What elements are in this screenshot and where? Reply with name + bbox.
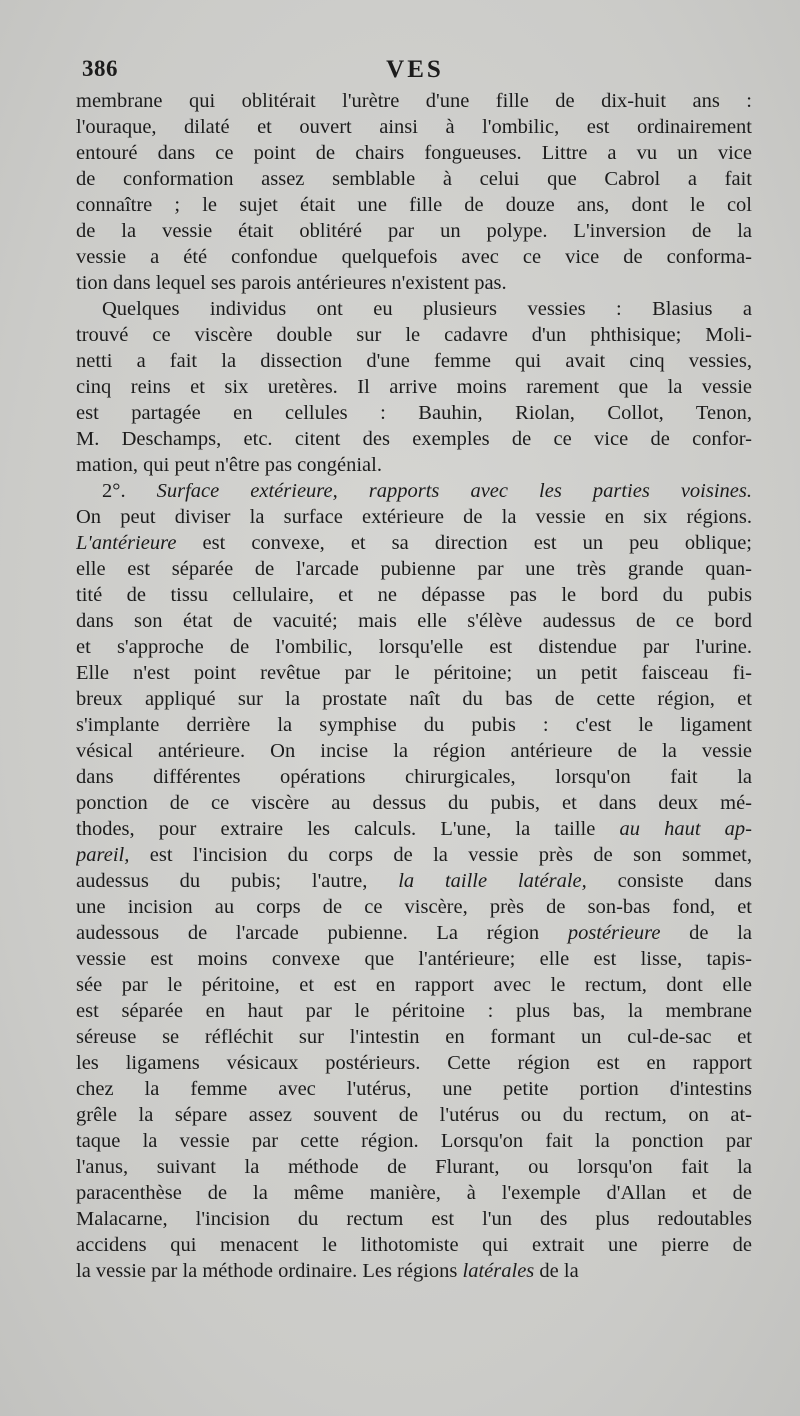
text-segment: vessie est moins convexe que l'antérieure; elle est lisse, tapis-	[76, 948, 752, 970]
text-line	[76, 738, 752, 764]
text-segment: tion dans lequel ses parois antérieures n'existent pas.	[76, 272, 507, 294]
text-line	[76, 634, 752, 660]
text-line	[76, 946, 752, 972]
text-segment: Malacarne, l'incision du rectum est l'un des plus redoutables	[76, 1208, 752, 1230]
text-line	[76, 582, 752, 608]
text-segment: breux appliqué sur la prostate naît du bas de cette région, et	[76, 688, 752, 710]
text-line	[76, 790, 752, 816]
text-segment: est convexe, et sa direction est un peu oblique;	[176, 532, 752, 554]
text-segment: mation, qui peut n'être pas congénial.	[76, 454, 382, 476]
text-segment: grêle la sépare assez souvent de l'utérus ou du rectum, on at-	[76, 1104, 752, 1126]
text-segment: thodes, pour extraire les calculs. L'une, la taille	[76, 818, 620, 840]
text-segment: audessus du pubis; l'autre,	[76, 870, 399, 892]
text-segment: trouvé ce viscère double sur le cadavre d'un phthisique; Moli-	[76, 324, 752, 346]
text-line	[76, 322, 752, 348]
text-line	[76, 816, 752, 842]
text-segment: de la	[534, 1260, 579, 1282]
italic-text-segment: L'antérieure	[76, 532, 177, 554]
text-line	[76, 1154, 752, 1180]
text-line	[76, 1050, 752, 1076]
text-segment: Elle n'est point revêtue par le péritoine; un petit faisceau fi-	[76, 662, 752, 684]
text-segment: est séparée en haut par le péritoine : plus bas, la membrane	[76, 1000, 752, 1022]
text-segment: est partagée en cellules : Bauhin, Riolan, Collot, Tenon,	[76, 402, 752, 424]
text-line	[76, 1102, 752, 1128]
text-segment: de la	[660, 922, 752, 944]
text-line	[76, 920, 752, 946]
text-line	[76, 1206, 752, 1232]
text-segment: de la vessie était oblitéré par un polype. L'inversion de la	[76, 220, 752, 242]
text-segment: une incision au corps de ce viscère, près de son-bas fond, et	[76, 896, 752, 918]
text-line	[76, 426, 752, 452]
text-line	[76, 192, 752, 218]
page-number: 386	[82, 56, 118, 81]
text-segment: dans différentes opérations chirurgicales, lorsqu'on fait la	[76, 766, 752, 788]
text-line	[76, 712, 752, 738]
text-line	[76, 348, 752, 374]
text-line	[76, 764, 752, 790]
text-line	[76, 504, 752, 530]
text-line	[76, 842, 752, 868]
text-line	[76, 1180, 752, 1206]
text-line	[76, 140, 752, 166]
text-segment: 2°.	[102, 480, 157, 502]
text-segment: vésical antérieure. On incise la région antérieure de la vessie	[76, 740, 752, 762]
body-text	[76, 88, 752, 1284]
text-segment: les ligamens vésicaux postérieurs. Cette région est en rapport	[76, 1052, 752, 1074]
text-segment: de conformation assez semblable à celui que Cabrol a fait	[76, 168, 752, 190]
text-segment: séreuse se réfléchit sur l'intestin en formant un cul-de-sac et	[76, 1026, 752, 1048]
text-segment: chez la femme avec l'utérus, une petite portion d'intestins	[76, 1078, 752, 1100]
italic-text-segment: latérales	[462, 1260, 535, 1282]
text-line	[76, 374, 752, 400]
text-segment: dans son état de vacuité; mais elle s'élève audessus de ce bord	[76, 610, 752, 632]
text-line	[76, 868, 752, 894]
text-line	[76, 270, 752, 296]
running-title: VES	[386, 56, 444, 83]
text-segment: la vessie par la méthode ordinaire. Les régions	[76, 1260, 463, 1282]
text-segment: vessie a été confondue quelquefois avec ce vice de conforma-	[76, 246, 752, 268]
running-head	[82, 56, 748, 86]
text-line	[76, 1024, 752, 1050]
text-line	[76, 218, 752, 244]
text-line	[76, 556, 752, 582]
text-segment: netti a fait la dissection d'une femme qui avait cinq vessies,	[76, 350, 752, 372]
text-line	[76, 452, 752, 478]
text-segment: entouré dans ce point de chairs fongueuses. Littre a vu un vice	[76, 142, 752, 164]
italic-text-segment: Surface extérieure, rapports avec les parties voisines.	[156, 480, 752, 502]
text-line	[76, 114, 752, 140]
italic-text-segment: postérieure	[567, 922, 661, 944]
text-line	[76, 1232, 752, 1258]
italic-text-segment: au haut ap-	[619, 818, 752, 840]
text-line	[76, 972, 752, 998]
text-segment: audessous de l'arcade pubienne. La région	[76, 922, 568, 944]
text-segment: accidens qui menacent le lithotomiste qui extrait une pierre de	[76, 1234, 752, 1256]
text-segment: s'implante derrière la symphise du pubis : c'est le ligament	[76, 714, 752, 736]
text-segment: l'ouraque, dilaté et ouvert ainsi à l'ombilic, est ordinairement	[76, 116, 752, 138]
text-line	[76, 608, 752, 634]
text-line	[76, 478, 752, 504]
text-line	[76, 1076, 752, 1102]
text-segment: consiste dans	[586, 870, 752, 892]
text-segment: connaître ; le sujet était une fille de douze ans, dont le col	[76, 194, 752, 216]
text-line	[76, 296, 752, 322]
text-segment: est l'incision du corps de la vessie près de son sommet,	[129, 844, 752, 866]
text-line	[76, 400, 752, 426]
text-segment: elle est séparée de l'arcade pubienne par une très grande quan-	[76, 558, 752, 580]
text-segment: et s'approche de l'ombilic, lorsqu'elle est distendue par l'urine.	[76, 636, 752, 658]
text-segment: l'anus, suivant la méthode de Flurant, ou lorsqu'on fait la	[76, 1156, 752, 1178]
text-segment: ponction de ce viscère au dessus du pubis, et dans deux mé-	[76, 792, 752, 814]
text-segment: paracenthèse de la même manière, à l'exemple d'Allan et de	[76, 1182, 752, 1204]
text-segment: M. Deschamps, etc. citent des exemples de ce vice de confor-	[76, 428, 752, 450]
italic-text-segment: la taille latérale,	[398, 870, 587, 892]
text-line	[76, 660, 752, 686]
text-line	[76, 88, 752, 114]
text-line	[76, 530, 752, 556]
text-line	[76, 1258, 752, 1284]
text-segment: On peut diviser la surface extérieure de la vessie en six régions.	[76, 506, 752, 528]
text-line	[76, 894, 752, 920]
text-line	[76, 1128, 752, 1154]
italic-text-segment: pareil,	[76, 844, 130, 866]
text-segment: sée par le péritoine, et est en rapport avec le rectum, dont elle	[76, 974, 752, 996]
text-line	[76, 166, 752, 192]
text-segment: membrane qui oblitérait l'urètre d'une fille de dix-huit ans :	[76, 90, 752, 112]
text-segment: tité de tissu cellulaire, et ne dépasse pas le bord du pubis	[76, 584, 752, 606]
text-line	[76, 998, 752, 1024]
text-segment: taque la vessie par cette région. Lorsqu'on fait la ponction par	[76, 1130, 752, 1152]
text-segment: Quelques individus ont eu plusieurs vessies : Blasius a	[102, 298, 752, 320]
text-segment: cinq reins et six uretères. Il arrive moins rarement que la vessie	[76, 376, 752, 398]
text-line	[76, 686, 752, 712]
text-line	[76, 244, 752, 270]
